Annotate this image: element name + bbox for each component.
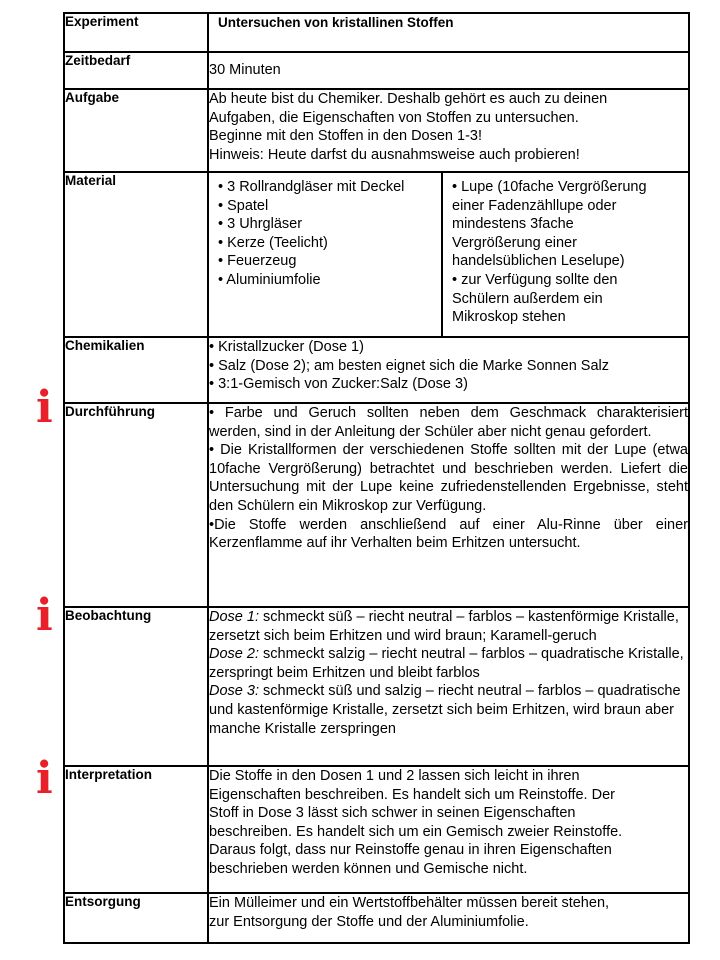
aufgabe-line: Hinweis: Heute darfst du ausnahmsweise auch probieren! <box>209 146 580 163</box>
aufgabe-line: Beginne mit den Stoffen in den Dosen 1-3! <box>209 128 483 145</box>
dose-3-text: schmeckt süß und salzig – riecht neutral – farblos – quadratische und kastenförmige Kristalle, zersetzt sich beim Erhitzen, wird braun aber manche Kristalle zerspringen <box>209 683 681 737</box>
material-item: • Aluminiumfolie <box>218 271 321 288</box>
beobachtung-dose-2 <box>209 645 688 682</box>
material-item: • Lupe (10fache Vergrößerung <box>452 179 647 195</box>
material-item: Mikroskop stehen <box>452 309 566 326</box>
row-material <box>64 172 689 337</box>
dose-3-label: Dose 3: <box>209 683 259 700</box>
beobachtung-dose-1 <box>209 608 688 645</box>
durchfuehrung-text <box>208 403 689 607</box>
durchfuehrung-paragraph: • Die Kristallformen der verschiedenen Stoffe sollten mit der Lupe (etwa 10fache Vergrößerung) betrachtet und beschrieben werden. Liefert die Untersuchung mit der Lupe keine zufriedenstellenden Ergebnisse, steht den Schülern ein Mikroskop zur Verfügung. <box>209 442 688 514</box>
row-entsorgung <box>64 893 689 943</box>
material-item: • Feuerzeug <box>218 253 297 270</box>
experiment-sheet-table <box>63 12 690 944</box>
info-i-icon: i <box>36 753 53 804</box>
material-item: handelsüblichen Leselupe) <box>452 253 625 270</box>
material-item: einer Fadenzähllupe oder <box>452 197 617 214</box>
label-material: Material <box>64 172 208 337</box>
material-item: Vergrößerung einer <box>452 234 577 251</box>
entsorgung-line: Ein Mülleimer und ein Wertstoffbehälter müssen bereit stehen, <box>209 895 610 911</box>
label-entsorgung: Entsorgung <box>64 893 208 943</box>
material-list-right <box>442 173 688 336</box>
chemikalien-item: • Kristallzucker (Dose 1) <box>209 339 364 355</box>
label-aufgabe: Aufgabe <box>64 89 208 172</box>
material-item: • 3 Rollrandgläser mit Deckel <box>218 179 405 195</box>
aufgabe-text <box>208 89 689 172</box>
material-columns <box>209 173 688 336</box>
row-chemikalien <box>64 337 689 403</box>
row-beobachtung <box>64 607 689 766</box>
label-beobachtung: Beobachtung <box>64 607 208 766</box>
row-zeitbedarf <box>64 52 689 89</box>
dose-2-label: Dose 2: <box>209 646 259 663</box>
interpretation-line: Daraus folgt, dass nur Reinstoffe genau in ihren Eigenschaften <box>209 842 612 859</box>
row-interpretation <box>64 766 689 893</box>
material-item: • zur Verfügung sollte den <box>452 271 618 288</box>
beobachtung-dose-3 <box>209 682 688 738</box>
material-item: Schülern außerdem ein <box>452 290 603 307</box>
interpretation-line: Die Stoffe in den Dosen 1 und 2 lassen sich leicht in ihren <box>209 768 580 784</box>
interpretation-line: beschrieben werden können und Gemische nicht. <box>209 860 528 877</box>
zeitbedarf-value: 30 Minuten <box>208 52 689 89</box>
material-list-left <box>209 173 442 336</box>
row-aufgabe <box>64 89 689 172</box>
durchfuehrung-paragraph: •Die Stoffe werden anschließend auf einer Alu-Rinne über einer Kerzenflamme auf ihr Verhalten beim Erhitzen untersucht. <box>209 516 688 552</box>
label-zeitbedarf: Zeitbedarf <box>64 52 208 89</box>
entsorgung-text <box>208 893 689 943</box>
interpretation-text <box>208 766 689 893</box>
interpretation-line: beschreiben. Es handelt sich um ein Gemisch zweier Reinstoffe. <box>209 823 623 840</box>
aufgabe-line: Aufgaben, die Eigenschaften von Stoffen zu untersuchen. <box>209 109 579 126</box>
label-experiment: Experiment <box>64 13 208 52</box>
dose-2-text: schmeckt salzig – riecht neutral – farblos – quadratische Kristalle, zerspringt beim Erhitzen und bleibt farblos <box>209 646 684 681</box>
label-chemikalien: Chemikalien <box>64 337 208 403</box>
material-cell <box>208 172 689 337</box>
label-durchfuehrung: Durchführung <box>64 403 208 607</box>
interpretation-line: Eigenschaften beschreiben. Es handelt sich um Reinstoffe. Der <box>209 786 615 803</box>
dose-1-label: Dose 1: <box>209 609 259 625</box>
beobachtung-text <box>208 607 689 766</box>
interpretation-line: Stoff in Dose 3 lässt sich schwer in seinen Eigenschaften <box>209 805 576 822</box>
row-experiment <box>64 13 689 52</box>
material-item: • 3 Uhrgläser <box>218 216 303 233</box>
chemikalien-list <box>208 337 689 403</box>
info-i-icon: i <box>36 590 53 641</box>
material-item: mindestens 3fache <box>452 216 574 233</box>
row-durchfuehrung <box>64 403 689 607</box>
entsorgung-line: zur Entsorgung der Stoffe und der Aluminiumfolie. <box>209 913 529 930</box>
material-item: • Spatel <box>218 197 269 214</box>
chemikalien-item: • 3:1-Gemisch von Zucker:Salz (Dose 3) <box>209 376 468 393</box>
aufgabe-line: Ab heute bist du Chemiker. Deshalb gehört es auch zu deinen <box>209 91 608 107</box>
label-interpretation: Interpretation <box>64 766 208 893</box>
chemikalien-item: • Salz (Dose 2); am besten eignet sich die Marke Sonnen Salz <box>209 357 610 374</box>
dose-1-text: schmeckt süß – riecht neutral – farblos – kastenförmige Kristalle, zersetzt sich beim Erhitzen und wird braun; Karamell-geruch <box>209 609 679 644</box>
info-i-icon: i <box>36 382 53 433</box>
durchfuehrung-paragraph: • Farbe und Geruch sollten neben dem Geschmack charakterisiert werden, sind in der Anleitung der Schüler aber nicht genau gefordert. <box>209 405 688 440</box>
material-item: • Kerze (Teelicht) <box>218 234 328 251</box>
experiment-title: Untersuchen von kristallinen Stoffen <box>208 13 689 52</box>
